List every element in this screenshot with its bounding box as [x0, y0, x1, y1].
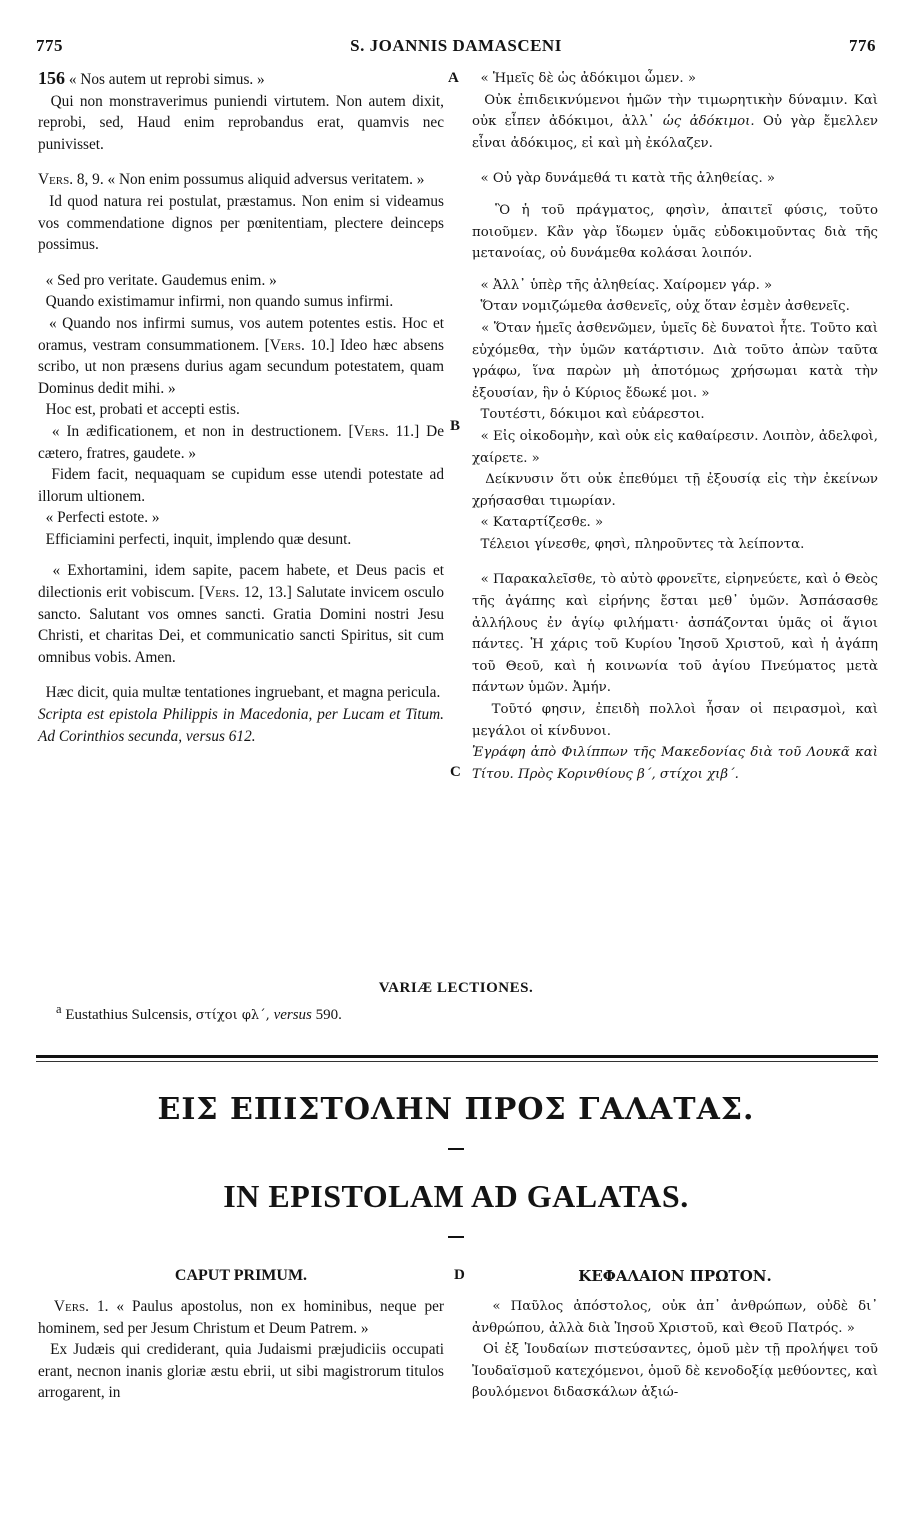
footnote [56, 1002, 342, 1024]
greek-lemma: « Οὐ γὰρ δυνάμεθά τι κατὰ τῆς ἀληθείας. » [480, 171, 776, 187]
latin-section-title: IN EPISTOLAM AD GALATAS. [223, 1178, 689, 1214]
page-number-right: 776 [849, 36, 876, 55]
footnote-mark: a [56, 1002, 62, 1016]
greek-paragraph [472, 469, 878, 512]
latin-paragraph [38, 399, 444, 421]
latin-paragraph [38, 507, 444, 529]
greek-paragraph [472, 296, 878, 318]
greek-section-title: ΕΙΣ ΕΠΙΣΤΟΛΗΝ ΠΡΟΣ ΓΑΛΑΤΑΣ. [157, 1092, 755, 1127]
greek-italic: ὡς ἀδόκιμοι. [662, 114, 755, 130]
variae-lectiones-title: VARIÆ LECTIONES. [378, 980, 534, 996]
greek-text: Τουτέστι, δόκιμοι καὶ εὐάρεστοι. [480, 407, 705, 423]
greek-text: Οὐκ ἐπιδεικνύμενοι ἡμῶν τὴν τιμωρητικὴν δύναμιν. Καὶ οὐκ εἶπεν ἀδόκιμοι, ἀλλ᾽ [472, 92, 878, 130]
latin-column [38, 68, 444, 747]
greek-paragraph [472, 534, 878, 556]
latin-lemma: 8, 9. « Non enim possumus aliquid adversus veritatem. » [76, 171, 425, 189]
greek-subscription: Ἐγράφη ἀπὸ Φιλίππων τῆς Μακεδονίας διὰ τοῦ Λουκᾶ καὶ Τίτου. Πρὸς Κορινθίους β΄, στίχοι χιβ΄. [472, 745, 878, 782]
latin-text: Haud enim reprobandus erat, quamvis nec punivisset. [38, 114, 444, 153]
latin-text: Qui non monstraverimus puniendi virtutem. Non autem dixit, reprobi, sed, [38, 92, 445, 132]
running-head [36, 36, 876, 60]
verse-label: Vers. [53, 1298, 89, 1315]
latin-lemma: « In ædificationem, et non in destructionem. [ [51, 422, 354, 440]
latin-paragraph [38, 1339, 444, 1404]
latin-paragraph [38, 270, 444, 292]
greek-lemma: « Ἀλλ᾽ ὑπὲρ τῆς ἀληθείας. Χαίρομεν γάρ. » [480, 277, 773, 293]
greek-text: Ὃ ἡ τοῦ πράγματος, φησὶν, ἀπαιτεῖ φύσις, τοῦτο ποιοῦμεν. Κἂν γὰρ ἴδωμεν ὑμᾶς εὐδοκιμοῦντας διὰ τῆς μετανοίας, οὐ δυνάμεθα κολάσαι λοιπόν. [472, 202, 878, 262]
column-number: 156 [38, 68, 65, 88]
latin-lemma: « Sed pro veritate. Gaudemus enim. » [45, 271, 277, 289]
latin-paragraph [38, 313, 444, 399]
greek-lemma: « Παῦλος ἀπόστολος, οὐκ ἀπ᾽ ἀνθρώπων, οὐδὲ δι᾽ ἀνθρώπου, ἀλλὰ διὰ Ἰησοῦ Χριστοῦ, καὶ Θεοῦ Πατρός. » [472, 1299, 878, 1336]
title-dash [448, 1148, 464, 1150]
greek-text: Ὅταν νομιζώμεθα ἀσθενεῖς, οὐχ ὅταν ἐσμὲν ἀσθενεῖς. [480, 299, 850, 315]
greek-lemma: « Καταρτίζεσθε. » [480, 515, 604, 531]
greek-paragraph [472, 318, 878, 404]
greek-column-bottom [472, 1296, 878, 1404]
column-marker-d: D [454, 1267, 465, 1283]
latin-text: Hæc dicit, quia multæ tentationes ingruebant, et magna pericula. [45, 684, 441, 702]
greek-lemma: « Ἡμεῖς δὲ ὡς ἀδόκιμοι ὦμεν. » [480, 71, 696, 86]
greek-column [472, 68, 878, 785]
latin-lemma: « Nos autem ut reprobi simus. » [68, 71, 265, 88]
latin-lemma: « Exhortamini, idem sapite, pacem habete, et Deus pacis et dilectionis erit vobiscum. [ [38, 562, 444, 602]
latin-paragraph [38, 529, 444, 551]
latin-text: Quando existimamur infirmi, non quando sumus infirmi. [45, 293, 394, 311]
latin-paragraph [38, 91, 444, 156]
greek-paragraph [472, 426, 878, 469]
greek-lemma: « Ὅταν ἡμεῖς ἀσθενῶμεν, ὑμεῖς δὲ δυνατοὶ ἦτε. Τοῦτο καὶ εὐχόμεθα, τὴν ὑμῶν κατάρτισιν. Διὰ τοῦτο ἀπὼν ταῦτα γράφω, ἵνα παρὼν μὴ ἀποτόμως χρήσωμαι κατὰ τὴν ἐξουσίαν, ἣν ὁ Κύριος ἔδωκέ μοι. » [472, 320, 878, 401]
latin-text: Ex Judæis qui crediderant, quia Judaismi præjudiciis occupati erant, necnon inanis gloriæ æstu ebrii, ut sibi magistrorum titulos arrogarent, in [38, 1341, 444, 1402]
latin-lemma: « Perfecti estote. » [45, 509, 160, 527]
greek-paragraph [472, 90, 878, 155]
latin-text: Hoc est, probati et accepti estis. [45, 401, 240, 419]
running-title: S. JOANNIS DAMASCENI [350, 36, 562, 55]
footnote-text: Eustathius Sulcensis, [65, 1007, 192, 1023]
caput-latin: CAPUT PRIMUM. [174, 1267, 308, 1284]
greek-paragraph [472, 168, 878, 190]
greek-paragraph [472, 569, 878, 699]
latin-column-bottom [38, 1296, 444, 1404]
latin-text: Id quod natura rei postulat, præstamus. Non enim si videamus vos commendatione dignos per pœnitentiam, plectere deinceps possimus. [38, 192, 445, 254]
verse-label: Vers. [269, 336, 305, 354]
greek-paragraph [472, 1296, 878, 1339]
section-rule-thin [36, 1061, 878, 1062]
greek-paragraph [472, 68, 878, 90]
greek-text: Τοῦτό φησιν, ἐπειδὴ πολλοὶ ἦσαν οἱ πειρασμοὶ, καὶ μεγάλοι οἱ κίνδυνοι. [472, 702, 878, 739]
latin-paragraph [38, 421, 444, 464]
latin-lemma: 1. « Paulus apostolus, non ex hominibus, neque per hominem, sed per Jesum Christum et Deum Patrem. » [38, 1298, 444, 1337]
latin-paragraph [38, 560, 444, 668]
title-dash [448, 1236, 464, 1238]
greek-text: Οὐ γὰρ ἔμελλεν εἶναι ἀδόκιμος, εἰ καὶ μὴ ἐκόλαζεν. [472, 114, 879, 151]
latin-paragraph [38, 291, 444, 313]
latin-paragraph [38, 1296, 444, 1339]
latin-lemma: 10.] Ideo hæc absens scribo, ut non præsens durius agam secundum potestatem, quam Dominus dedit mihi. » [38, 336, 445, 397]
section-rule [36, 1055, 878, 1058]
latin-paragraph [38, 68, 444, 91]
column-marker-c: C [450, 764, 461, 780]
latin-paragraph [38, 169, 444, 191]
greek-text: Οἱ ἐξ Ἰουδαίων πιστεύσαντες, ὁμοῦ μὲν τῇ προλήψει τοῦ Ἰουδαϊσμοῦ κατεχόμενοι, ὁμοῦ δὲ κενοδοξίᾳ μεθύοντες, καὶ βουλόμενοι διδασκάλων ἀξιώ- [472, 1342, 878, 1401]
greek-text: Τέλειοι γίνεσθε, φησὶ, πληροῦντες τὰ λείποντα. [480, 536, 805, 552]
greek-paragraph [472, 404, 878, 426]
latin-text: Efficiamini perfecti, inquit, implendo quæ desunt. [45, 530, 352, 548]
greek-paragraph [472, 1339, 878, 1404]
verse-label: Vers. [353, 422, 389, 440]
greek-lemma: « Εἰς οἰκοδομὴν, καὶ οὐκ εἰς καθαίρεσιν. Λοιπὸν, ἀδελφοὶ, χαίρετε. » [472, 428, 878, 466]
greek-paragraph [472, 512, 878, 534]
greek-text: Δείκνυσιν ὅτι οὐκ ἐπεθύμει τῇ ἐξουσίᾳ εἰς τὴν ἐκείνων χρήσασθαι τιμωρίαν. [472, 472, 878, 509]
verse-label: Vers. [204, 584, 240, 602]
caput-greek: ΚΕΦΑΛΑΙΟΝ ΠΡΩΤΟΝ. [578, 1267, 772, 1285]
footnote-italic: versus [273, 1007, 312, 1023]
latin-lemma: 12, 13.] Salutate invicem osculo sancto. Salutant vos omnes sancti. Gratia Domini nostri Jesu Christi, et charitas Dei, et communicatio sancti Spiritus, sit cum omnibus vobis. Amen. [38, 584, 444, 666]
latin-subscription: Scripta est epistola Philippis in Macedonia, per Lucam et Titum. Ad Corinthios secunda, versus 612. [38, 706, 444, 745]
column-marker-a: A [448, 70, 459, 86]
greek-lemma: « Παρακαλεῖσθε, τὸ αὐτὸ φρονεῖτε, εἰρηνεύετε, καὶ ὁ Θεὸς τῆς ἀγάπης καὶ εἰρήνης ἔσται μεθ᾽ ὑμῶν. Ἀσπάσασθε ἀλλήλους ἐν ἁγίῳ φιλήματι· ἀσπάζονται ὑμᾶς οἱ ἅγιοι πάντες. Ἡ χάρις τοῦ Κυρίου Ἰησοῦ Χριστοῦ, καὶ ἡ ἀγάπη τοῦ Θεοῦ, καὶ ἡ κοινωνία τοῦ ἁγίου Πνεύματος μετὰ πάντων ὑμῶν. Ἀμήν. [472, 572, 878, 696]
column-marker-b: B [450, 418, 461, 434]
latin-lemma: « Quando nos infirmi sumus, vos autem potentes estis. Hoc et oramus, vestram consummationem. [ [38, 314, 444, 354]
greek-paragraph [472, 200, 878, 265]
latin-paragraph [38, 464, 444, 507]
footnote-number: 590. [315, 1007, 342, 1023]
latin-paragraph [38, 682, 444, 704]
latin-text: Fidem facit, nequaquam se cupidum esse utendi potestate ad illorum ultionem. [38, 466, 444, 505]
greek-paragraph [472, 275, 878, 297]
greek-paragraph [472, 699, 878, 742]
latin-lemma: 11.] De cætero, fratres, gaudete. » [38, 422, 444, 462]
latin-paragraph [38, 191, 444, 256]
verse-label: Vers. [38, 171, 74, 189]
footnote-greek: στίχοι φλ΄, [195, 1008, 270, 1023]
page-number-left: 775 [36, 36, 63, 55]
